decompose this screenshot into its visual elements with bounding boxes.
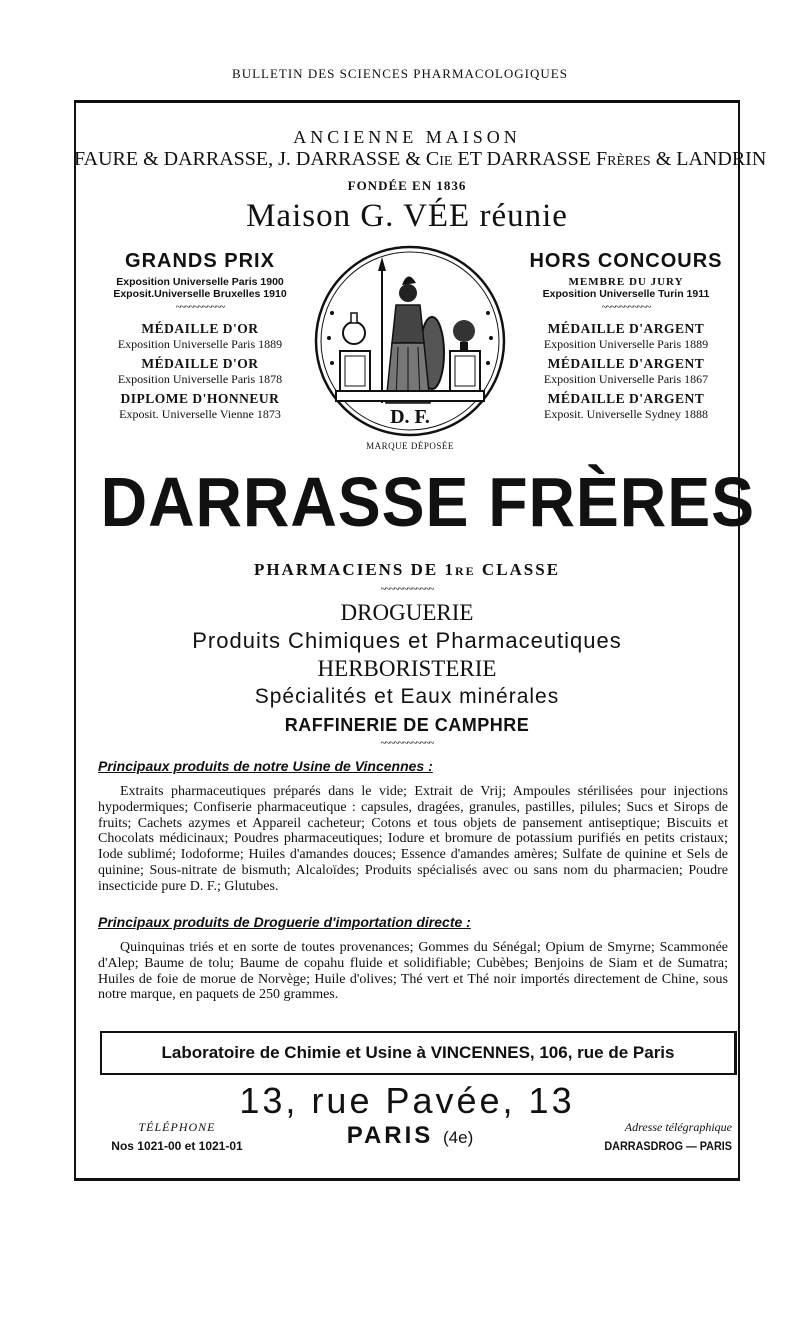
left-award-1-title: MÉDAILLE D'OR bbox=[141, 321, 259, 336]
left-award-3-title: DIPLOME D'HONNEUR bbox=[120, 391, 280, 406]
bottom-rule bbox=[74, 1178, 740, 1181]
founding-houses: FAURE & DARRASSE, J. DARRASSE & Cie ET DARRASSE Frères & LANDRIN bbox=[74, 148, 767, 170]
right-award-3-title: MÉDAILLE D'ARGENT bbox=[547, 391, 705, 406]
maison-title: Maison G. VÉE réunie bbox=[246, 198, 568, 234]
hors-concours-title: HORS CONCOURS bbox=[529, 250, 723, 272]
arrondissement: (4e) bbox=[443, 1128, 474, 1147]
produits-line: Produits Chimiques et Pharmaceutiques bbox=[192, 628, 622, 653]
left-award-2-detail: Exposition Universelle Paris 1878 bbox=[117, 372, 283, 386]
company-name: DARRASSE FRÈRES bbox=[100, 463, 755, 541]
telephone-label: TÉLÉPHONE bbox=[138, 1120, 216, 1134]
trademark-label: MARQUE DÉPOSÉE bbox=[366, 441, 454, 451]
telegraph-address: DARRASDROG — PARIS bbox=[604, 1139, 732, 1153]
right-line-1: MEMBRE DU JURY bbox=[568, 276, 684, 288]
right-award-3-detail: Exposit. Universelle Sydney 1888 bbox=[544, 407, 708, 421]
trademark-emblem bbox=[312, 243, 508, 439]
right-award-1-detail: Exposition Universelle Paris 1889 bbox=[543, 337, 709, 351]
laboratoire-text: Laboratoire de Chimie et Usine à VINCENNES, 106, rue de Paris bbox=[161, 1043, 675, 1062]
section1-text: Extraits pharmaceutiques préparés dans le vide; Extrait de Vrij; Ampoules stérilisées pour injections hypodermiques; Confiserie pharmaceutique : capsules, dragées, granules, pastilles, pilules; Sucs et Sirops de fruits; Cachets azymes et Appareil cacheteur; Cotons et tous objets de pansement antiseptique; Biscuits et Chocolats médicinaux; Poudres pharmaceutiques; Iodure et bromure de potassium purifiés en petits cristaux; Iode sublimé; Iodoforme; Huiles d'amandes douces; Essence d'amandes amères; Sulfate de quinine et Sels de quinine; Sous-nitrate de bismuth; Alcaloïdes; Produits spécialisés avec ou sans nom du pharmacien; Poudre insecticide pure D. F.; Glutubes. bbox=[98, 784, 728, 894]
founded-year: FONDÉE EN 1836 bbox=[347, 178, 467, 193]
emblem-monogram: D. F. bbox=[390, 406, 430, 428]
section2-text: Quinquinas triés et en sorte de toutes provenances; Gommes du Sénégal; Opium de Smyrne; Scammonée d'Alep; Baume de tolu; Baume de copahu fluide et solidifiable; Cubèbes; Benjoins de Siam et de Sumatra; Huiles de foie de morue de Norvège; Huile d'olives; Thé vert et Thé noir importés directement de Chine, sous notre marque, en paquets de 250 grammes. bbox=[98, 940, 728, 1003]
left-ornament: ~~~~~~~~~~~ bbox=[175, 302, 225, 313]
company-subtitle: PHARMACIENS DE 1re CLASSE bbox=[253, 560, 561, 579]
telegraph-label: Adresse télégraphique bbox=[624, 1120, 732, 1134]
ancienne-maison: ANCIENNE MAISON bbox=[293, 127, 521, 147]
raffinerie-heading: RAFFINERIE DE CAMPHRE bbox=[284, 715, 530, 735]
running-head: BULLETIN DES SCIENCES PHARMACOLOGIQUES bbox=[232, 66, 568, 81]
laboratoire-box bbox=[100, 1031, 737, 1075]
right-award-2-title: MÉDAILLE D'ARGENT bbox=[547, 356, 705, 371]
left-award-2-title: MÉDAILLE D'OR bbox=[141, 356, 259, 371]
left-award-1-detail: Exposition Universelle Paris 1889 bbox=[117, 337, 283, 351]
herboristerie-heading: HERBORISTERIE bbox=[317, 656, 497, 681]
minerva-emblem-icon bbox=[312, 243, 508, 439]
right-ornament: ~~~~~~~~~~~ bbox=[601, 302, 651, 313]
specialites-line: Spécialités et Eaux minérales bbox=[254, 685, 560, 708]
left-line-1: Exposition Universelle Paris 1900 bbox=[116, 276, 284, 288]
street-address: 13, rue Pavée, 13 bbox=[239, 1080, 575, 1121]
left-award-3-detail: Exposit. Universelle Vienne 1873 bbox=[119, 407, 281, 421]
left-line-2: Exposit.Universelle Bruxelles 1910 bbox=[113, 288, 287, 300]
right-award-2-detail: Exposition Universelle Paris 1867 bbox=[543, 372, 709, 386]
company-ornament: ~~~~~~~~~~~~ bbox=[380, 584, 434, 595]
left-awards-column bbox=[90, 250, 310, 422]
services-ornament: ~~~~~~~~~~~~ bbox=[380, 738, 434, 749]
city-line bbox=[300, 1122, 520, 1150]
city-name: PARIS bbox=[346, 1122, 434, 1149]
right-award-1-title: MÉDAILLE D'ARGENT bbox=[547, 321, 705, 336]
right-awards-column bbox=[516, 250, 736, 422]
right-line-2: Exposition Universelle Turin 1911 bbox=[542, 288, 710, 300]
grands-prix-title: GRANDS PRIX bbox=[125, 250, 275, 272]
section2-heading: Principaux produits de Droguerie d'importation directe : bbox=[98, 914, 471, 930]
droguerie-heading: DROGUERIE bbox=[340, 600, 474, 625]
telephone-numbers: Nos 1021-00 et 1021-01 bbox=[111, 1139, 243, 1153]
section1-heading: Principaux produits de notre Usine de Vincennes : bbox=[98, 758, 433, 774]
